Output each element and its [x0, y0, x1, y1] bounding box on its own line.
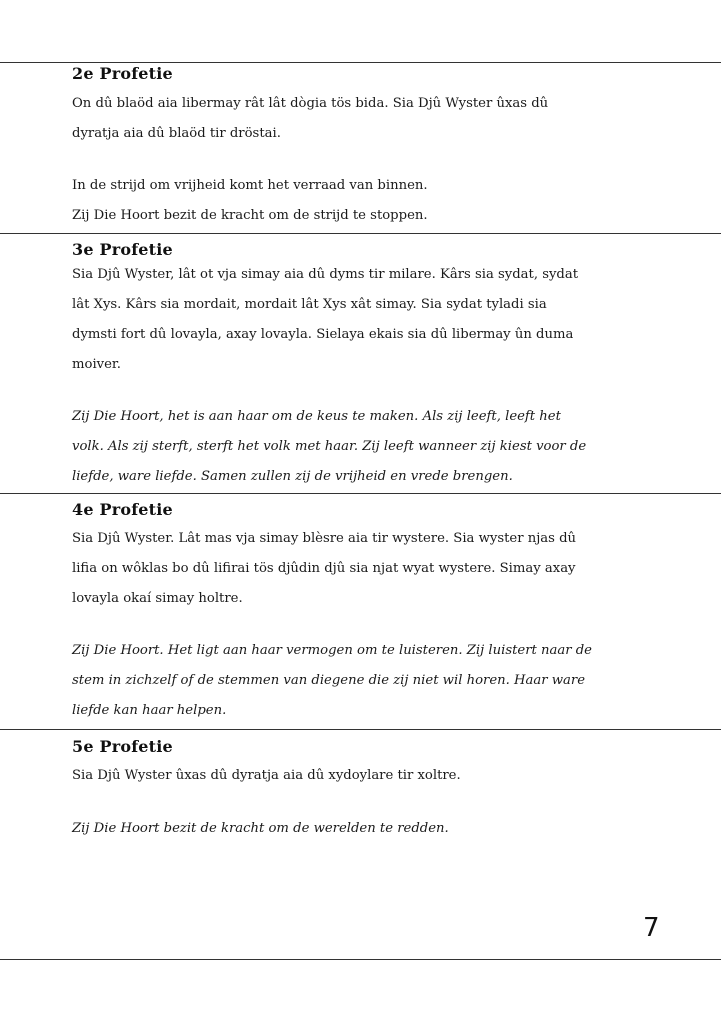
text-line: Zij Die Hoort. Het ligt aan haar vermogen om te luisteren. Zij luistert naar de	[72, 643, 592, 658]
text-line: liefde, ware liefde. Samen zullen zij de vrijheid en vrede brengen.	[72, 469, 513, 484]
section-divider	[0, 493, 721, 494]
text-line: dymsti fort dû lovayla, axay lovayla. Sielaya ekais sia dû libermay ûn duma	[72, 327, 574, 342]
prophecy-text-dutch	[72, 171, 672, 231]
text-line: dyratja aia dû blaöd tir dröstai.	[72, 126, 281, 141]
section-divider	[0, 729, 721, 730]
text-line: Zij Die Hoort bezit de kracht om de werelden te redden.	[72, 821, 449, 836]
top-divider	[0, 62, 721, 63]
prophecy-heading: 5e Profetie	[72, 737, 173, 756]
prophecy-text-dutch	[72, 814, 672, 844]
prophecy-text-conlang	[72, 260, 672, 380]
section-divider	[0, 233, 721, 234]
text-line: moiver.	[72, 357, 121, 372]
prophecy-heading: 3e Profetie	[72, 240, 173, 259]
text-line: On dû blaöd aia libermay rât lât dògia tös bida. Sia Djû Wyster ûxas dû	[72, 96, 549, 111]
prophecy-text-dutch	[72, 636, 672, 726]
text-line: Sia Djû Wyster, lât ot vja simay aia dû dyms tir milare. Kârs sia sydat, sydat	[72, 267, 579, 282]
prophecy-text-conlang	[72, 761, 672, 791]
page-number: 7	[643, 913, 660, 943]
prophecy-heading: 2e Profetie	[72, 64, 173, 83]
prophecy-heading: 4e Profetie	[72, 500, 173, 519]
text-line: Sia Djû Wyster. Lât mas vja simay blèsre aia tir wystere. Sia wyster njas dû	[72, 531, 577, 546]
text-line: Zij Die Hoort bezit de kracht om de strijd te stoppen.	[72, 208, 428, 223]
text-line: Zij Die Hoort, het is aan haar om de keus te maken. Als zij leeft, leeft het	[72, 409, 561, 424]
bottom-divider	[0, 959, 721, 960]
text-line: lovayla okaí simay holtre.	[72, 591, 243, 606]
text-line: In de strijd om vrijheid komt het verraad van binnen.	[72, 178, 428, 193]
prophecy-text-conlang	[72, 89, 672, 149]
text-line: lifia on wôklas bo dû lifirai tös djûdin djû sia njat wyat wystere. Simay axay	[72, 561, 576, 576]
prophecy-text-conlang	[72, 524, 672, 614]
text-line: liefde kan haar helpen.	[72, 703, 227, 718]
text-line: lât Xys. Kârs sia mordait, mordait lât Xys xât simay. Sia sydat tyladi sia	[72, 297, 547, 312]
text-line: stem in zichzelf of de stemmen van diegene die zij niet wil horen. Haar ware	[72, 673, 585, 688]
text-line: Sia Djû Wyster ûxas dû dyratja aia dû xydoylare tir xoltre.	[72, 768, 461, 783]
prophecy-text-dutch	[72, 402, 672, 492]
text-line: volk. Als zij sterft, sterft het volk met haar. Zij leeft wanneer zij kiest voor de	[72, 439, 587, 454]
